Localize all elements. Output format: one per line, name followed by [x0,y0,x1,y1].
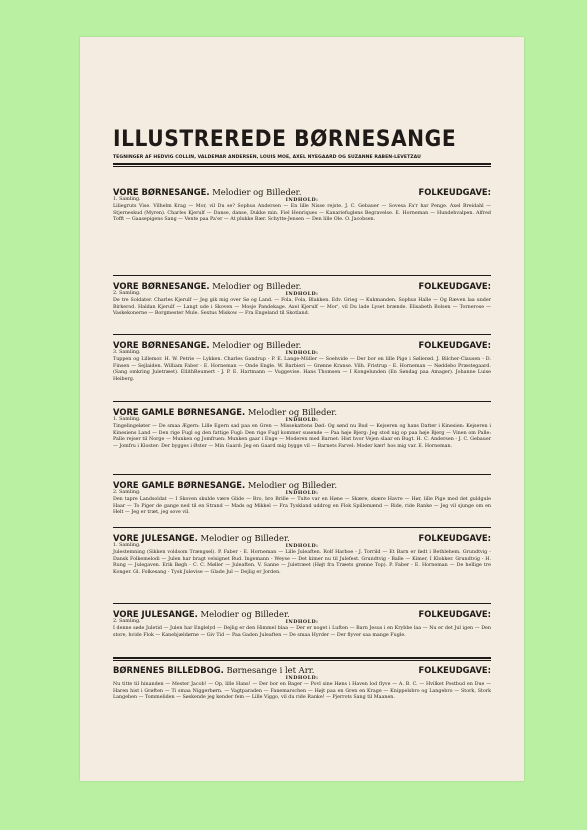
section-divider [113,334,491,335]
section-edition: FOLKEUDGAVE: [418,609,491,619]
section-subtitle: Melodier og Billeder. [200,609,290,619]
section-contents: I denne søde Juletid — Julen har Englelyd — Dejlig er den Himmel blaa — Der er noget i Luften — Barn Jesus i en Krybbe laa — Nu er det Jul igen — Den store, hvide Flok — Kanebjældørne — Giv Tid — Paa Gaden Juleaften — De smaa Hyrder — Der flyver saa mange Fugle. [113,626,491,638]
section-heading [113,480,491,490]
section-vore-gamle-boernesange-2 [113,480,491,517]
section-samling: 1. Samling. [113,543,141,548]
section-contents: De tre Soldater. Charles Kjerulf — Jeg gik mig over Sø og Land. — Fola, Fola, Blakken. Edv. Grieg — Kukmanden. Sophus Halle — Og Ræven laa under Birkerod. Haldan Kjerulf — Langt ude i Skoven — Mosje Pandekage. Axel Kjerulf — Mor', vil Du lade Lyset brænde. Elisabeth Bolsen — Tornerose — Vaskekonerne — Borgmester Mule. Sextus Miskow — Fra Engeland til Skotland. [113,298,491,317]
section-indhold-label: INDHOLD: [285,490,319,496]
section-contents: Julestemning (Sikken voldsom Trængsel). P. Faber - E. Horneman — Lille Juleaften. Rolf Harboe - J. Torrild — Et Barn er født i Bethlehem. Grundtvig - Dansk Folkemelodi — Julen har bragt velsignet Bud. Ingemann - Weyse — Det kimer nu til Julefest. Grundtvig - Balle — Kimer, I Klokker. Grundtvig - H. Rung — Julegaven. Erik Bøgh - C. C. Møller — Juleaften. V. Sanne — Juletræet (Højt fra Træets grønne Top). P. Faber - E. Horneman — De hellige tre Konger. Gl. Folkesang - Tysk Julevise — Glade Jul — Dejlig er Jorden. [113,550,491,576]
section-boernenes-billedbog [113,665,491,702]
section-heading [113,187,491,197]
section-edition: FOLKEUDGAVE: [418,187,491,197]
section-vore-boernesange-3 [113,340,491,384]
section-heading [113,533,491,543]
section-contents: Tingelingeløter — De smaa Ægern: Lille Egern sad paa en Gren — Missekattens Død: Og sønd nu Bud — Kejseren og hans Datter i Kinesien: Kejseren i Kinesiens Land — Den rige Fugl og den fattige Fugl: Den rige Fugl kommer susende — Paa høje Bjerg: Jeg stod nig op paa høje Bjerg — Vinen om Palle: Palle rejser til Norge — Munken og Jomfruen: Munken gaar i Enge — Moderen med Barnet: Hist hvor Vejen slaar en Bugt. H. C. Andersen - J. C. Gebauer — Jomfru i Kloster: Der bygges i Øster — Min Gaard: Jeg en Gaard mig bygge vil — Barnets Farvel: Moder kær! hos mig var. E. Horneman. [113,424,491,450]
section-subtitle: Melodier og Billeder. [247,480,338,490]
section-subtitle: Melodier og Billeder. [247,407,338,417]
section-contents: Nu titte til hinanden — Mester Jacob! — Op, lille Hans! — Der bor en Bager — Povl sine Høns i Haven lod flyve — A. B. C. — Hvilket Postbud en Due — Haren hist i Grøften — Ti smaa Niggerbørn. — Vagtparaden — Fanemarschen — Højt paa en Gren en Krage — Knippelsbro og Langebro — Stork, Stork Langeben — Tommeliden — Søskende jeg kender fem — Lille Viggo, vil du ride Ranke! — Pjerrots Sang til Maanen. [113,682,491,701]
section-samling: 3. Samling. [113,350,141,355]
section-contents: Den tapre Landsoldat — I Skoven skulde være Glide — Bro, bro Brille — Tulte var en Høne — Skære, skære Havre — Hør, lille Pige med det guldgule Haar — To Piger de gange ned til en Strand — Mads og Mikkel — Fra Tyskland uddrog en Flok Spillemænd — Ride, ride Ranke — Jeg vil sjunge om en Helt — Jeg er træt, jeg sove vil. [113,497,491,516]
header-rule-thin [113,166,491,167]
section-heading [113,407,491,417]
document-header [113,127,491,167]
section-title: VORE JULESANGE. [113,533,198,543]
document-subtitle: TEGNINGER AF HEDVIG COLLIN, VALDEMAR ANDERSEN, LOUIS MOE, AXEL NYEGAARD OG SUZANNE RABEN-LEVETZAU [113,155,421,160]
header-rule [113,163,491,165]
section-vore-julesange-1 [113,533,491,577]
section-samling: 2. Samling. [113,490,141,495]
section-subtitle: Melodier og Billeder. [212,340,302,350]
section-subtitle: Melodier og Billeder. [200,533,290,543]
section-heading [113,281,491,291]
section-title: VORE GAMLE BØRNESANGE. [113,407,246,417]
section-contents: Liliegruts Vise. Vilhelm Krag — Mor, vil Du se? Sophus Andersen — En lille Nisse rejste. J. C. Gebauer — Sovesa Fa'r har Penge. Axel Breidahl — Stjerneskud (Myren). Charles Kjerulf — Danse, danse, Dukke min. Fiel Henriques — Kanariefuglens Begravelse. E. Horneman — Hundehvalpen. Alfred Tofft — Gaasepigens Sang — Vente paa Pa'er — At plukke Bær. Schytte-Jensen — Den lille Ole. O. Jacobsen. [113,204,491,223]
section-indhold-label: INDHOLD: [285,543,319,549]
section-samling: 2. Samling. [113,619,141,624]
section-contents: Tuppen og Lillemor. H. W. Petrie — Lykken. Charles Gandrup - P. E. Lange-Müller — Soehvide — Der bor en lille Pige i Søllerød. J. Bilcher-Clausen - D. Finsen — Sejlaiden. William Faber - E. Horneman — Onde Engle. W. Barbieri — Grønne Kranse. Vilh. Fristrup - E. Horneman — Nøddebo Præstegaard. (Sang omkring Juletræet). EllithReumert - J. P. E. Hartmann — Vuggevise. Hans Thomsen — I Kongelunden (En Søndag paa Amager). Johanne Luise Heiberg. [113,357,491,383]
section-samling: 1. Samling. [113,197,141,202]
section-divider [113,401,491,402]
section-indhold-label: INDHOLD: [285,197,319,203]
section-heading [113,609,491,619]
section-indhold-label: INDHOLD: [285,350,319,356]
section-divider [113,603,491,604]
section-double-rule [113,657,491,661]
section-title: BØRNENES BILLEDBOG. [113,665,224,675]
section-heading [113,665,491,675]
section-subtitle: Melodier og Billeder. [212,187,302,197]
section-edition: FOLKEUDGAVE: [418,340,491,350]
section-vore-julesange-2 [113,609,491,639]
section-title: VORE BØRNESANGE. [113,340,210,350]
section-subtitle: Børnesange i let Arr. [226,665,315,675]
section-divider [113,527,491,528]
section-edition: FOLKEUDGAVE: [418,533,491,543]
section-title: VORE BØRNESANGE. [113,187,210,197]
document-title: ILLUSTREREDE BØRNESANGE [113,127,457,152]
document-page [80,37,524,781]
section-edition: FOLKEUDGAVE: [418,665,491,675]
section-indhold-label: INDHOLD: [285,619,319,625]
section-vore-boernesange-1 [113,187,491,224]
section-edition: FOLKEUDGAVE: [418,281,491,291]
section-vore-gamle-boernesange-1 [113,407,491,451]
section-samling: 2. Samling. [113,291,141,296]
section-subtitle: Melodier og Billeder. [212,281,302,291]
section-title: VORE BØRNESANGE. [113,281,210,291]
section-samling: 1. Samling. [113,417,141,422]
section-vore-boernesange-2 [113,281,491,318]
section-divider [113,474,491,475]
section-divider [113,275,491,276]
section-title: VORE JULESANGE. [113,609,198,619]
section-indhold-label: INDHOLD: [285,675,319,681]
section-indhold-label: INDHOLD: [285,417,319,423]
section-indhold-label: INDHOLD: [285,291,319,297]
section-title: VORE GAMLE BØRNESANGE. [113,480,246,490]
section-heading [113,340,491,350]
